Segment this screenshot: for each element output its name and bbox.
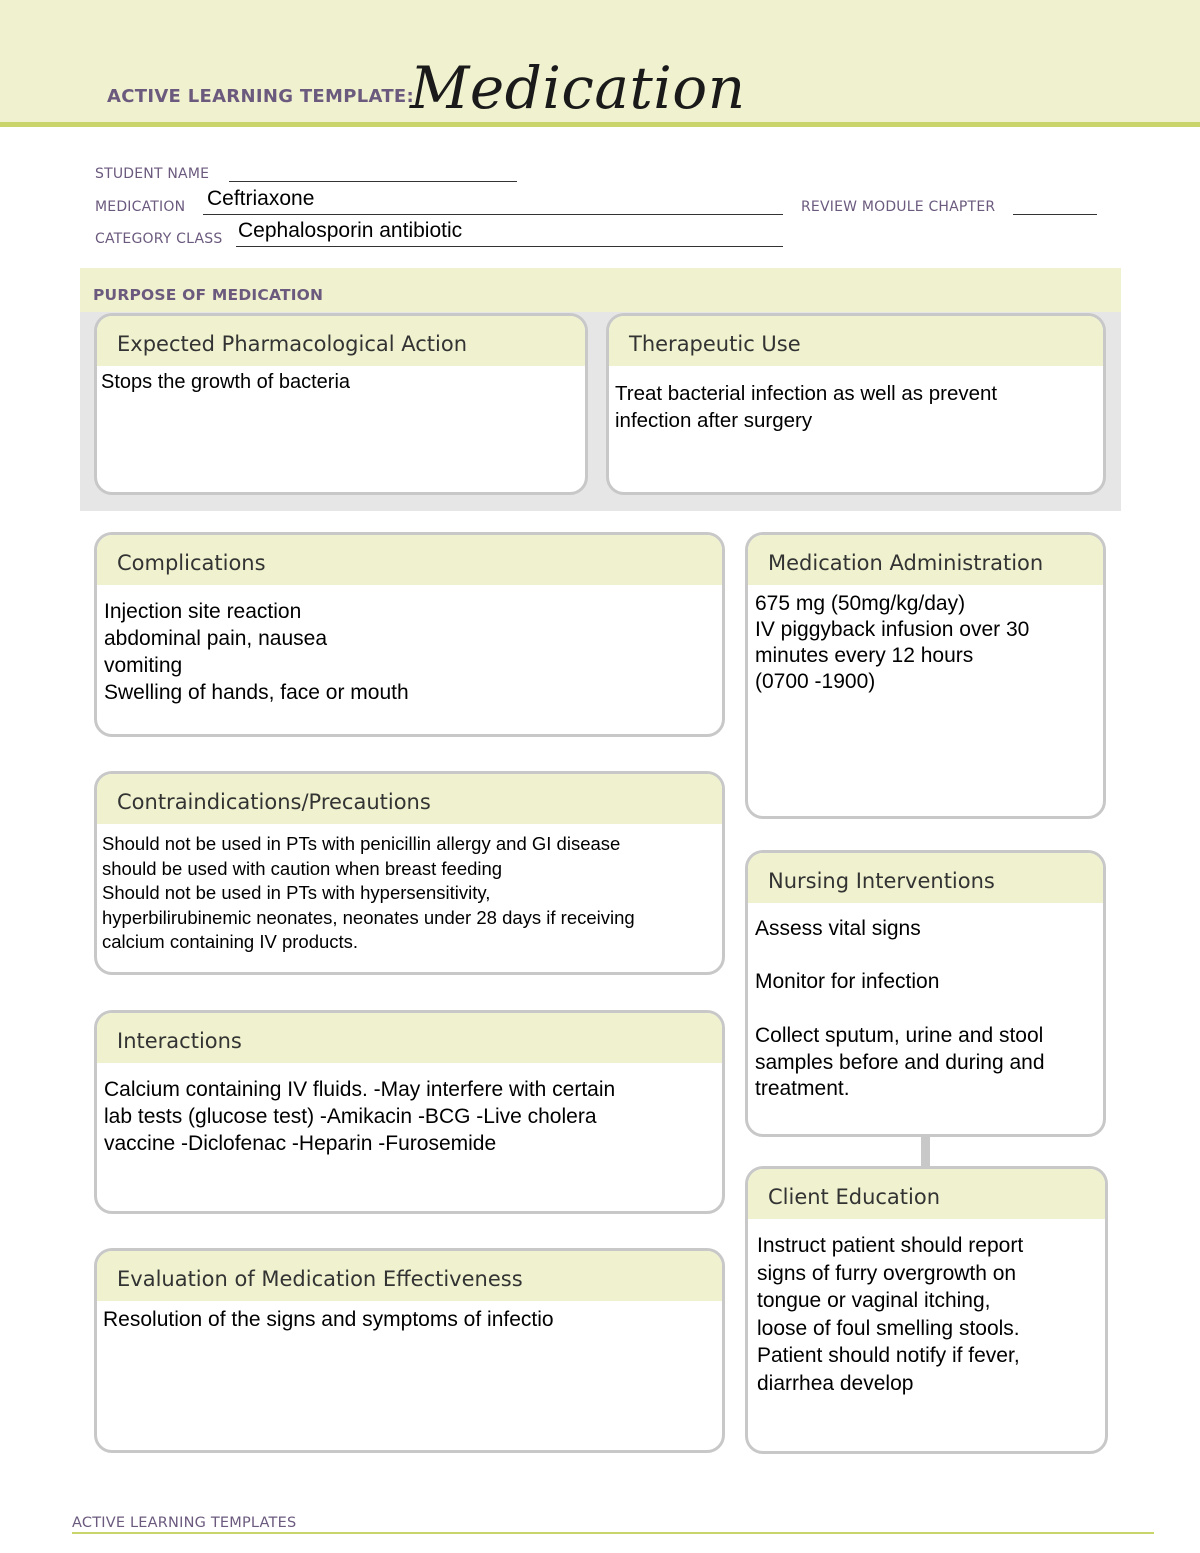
medication-label: MEDICATION	[95, 199, 186, 215]
template-label: ACTIVE LEARNING TEMPLATE:	[107, 86, 414, 107]
evaluation-title: Evaluation of Medication Effectiveness	[97, 1251, 722, 1301]
medication-line	[203, 214, 783, 215]
contraindications-text[interactable]: Should not be used in PTs with penicillin allergy and GI disease should be used with caution when breast feeding Should not be used in PTs with hypersensitivity, hyperbilirubinemic neonates, neonates under 28 days if receiving calcium containing IV products.	[102, 833, 635, 952]
medication-administration-box	[745, 532, 1106, 819]
footer-rule	[72, 1532, 1154, 1534]
category-class-field[interactable]: Cephalosporin antibiotic	[238, 219, 463, 242]
category-class-line	[236, 246, 783, 247]
complications-text[interactable]: Injection site reaction abdominal pain, nausea vomiting Swelling of hands, face or mouth	[104, 600, 409, 704]
contraindications-box	[94, 771, 725, 975]
interactions-title: Interactions	[97, 1013, 722, 1063]
contraindications-title: Contraindications/Precautions	[97, 774, 722, 824]
header-rule	[0, 122, 1200, 127]
medication-field[interactable]: Ceftriaxone	[207, 187, 315, 210]
nursing-interventions-box	[745, 850, 1106, 1137]
expected-action-title: Expected Pharmacological Action	[97, 316, 585, 366]
therapeutic-use-text[interactable]: Treat bacterial infection as well as prevent infection after surgery	[615, 382, 998, 432]
client-education-title: Client Education	[748, 1169, 1105, 1219]
nursing-interventions-text[interactable]: Assess vital signs Monitor for infection Collect sputum, urine and stool samples before and during and treatment.	[755, 917, 1045, 1101]
therapeutic-use-box	[606, 313, 1106, 495]
review-module-line	[1013, 214, 1097, 215]
footer-label: ACTIVE LEARNING TEMPLATES	[72, 1515, 297, 1531]
purpose-label: PURPOSE OF MEDICATION	[93, 286, 324, 304]
evaluation-box	[94, 1248, 725, 1453]
expected-action-text[interactable]: Stops the growth of bacteria	[101, 371, 351, 393]
complications-box	[94, 532, 725, 737]
medication-administration-text[interactable]: 675 mg (50mg/kg/day) IV piggyback infusion over 30 minutes every 12 hours (0700 -1900)	[755, 592, 1030, 693]
review-module-label: REVIEW MODULE CHAPTER	[801, 199, 996, 215]
evaluation-text[interactable]: Resolution of the signs and symptoms of infectio	[103, 1308, 554, 1331]
student-name-line	[229, 181, 517, 182]
section-connector	[921, 1134, 930, 1167]
interactions-box	[94, 1010, 725, 1214]
page-title: Medication	[410, 54, 746, 122]
client-education-text[interactable]: Instruct patient should report signs of furry overgrowth on tongue or vaginal itching, loose of foul smelling stools. Patient should notify if fever, diarrhea develop	[757, 1234, 1024, 1395]
client-education-box	[745, 1166, 1108, 1454]
therapeutic-use-title: Therapeutic Use	[609, 316, 1103, 366]
medication-administration-title: Medication Administration	[748, 535, 1103, 585]
expected-action-box	[94, 313, 588, 495]
nursing-interventions-title: Nursing Interventions	[748, 853, 1103, 903]
complications-title: Complications	[97, 535, 722, 585]
category-class-label: CATEGORY CLASS	[95, 231, 223, 247]
student-name-label: STUDENT NAME	[95, 166, 210, 182]
interactions-text[interactable]: Calcium containing IV fluids. -May interfere with certain lab tests (glucose test) -Amikacin -BCG -Live cholera vaccine -Diclofenac -Heparin -Furosemide	[104, 1078, 616, 1155]
